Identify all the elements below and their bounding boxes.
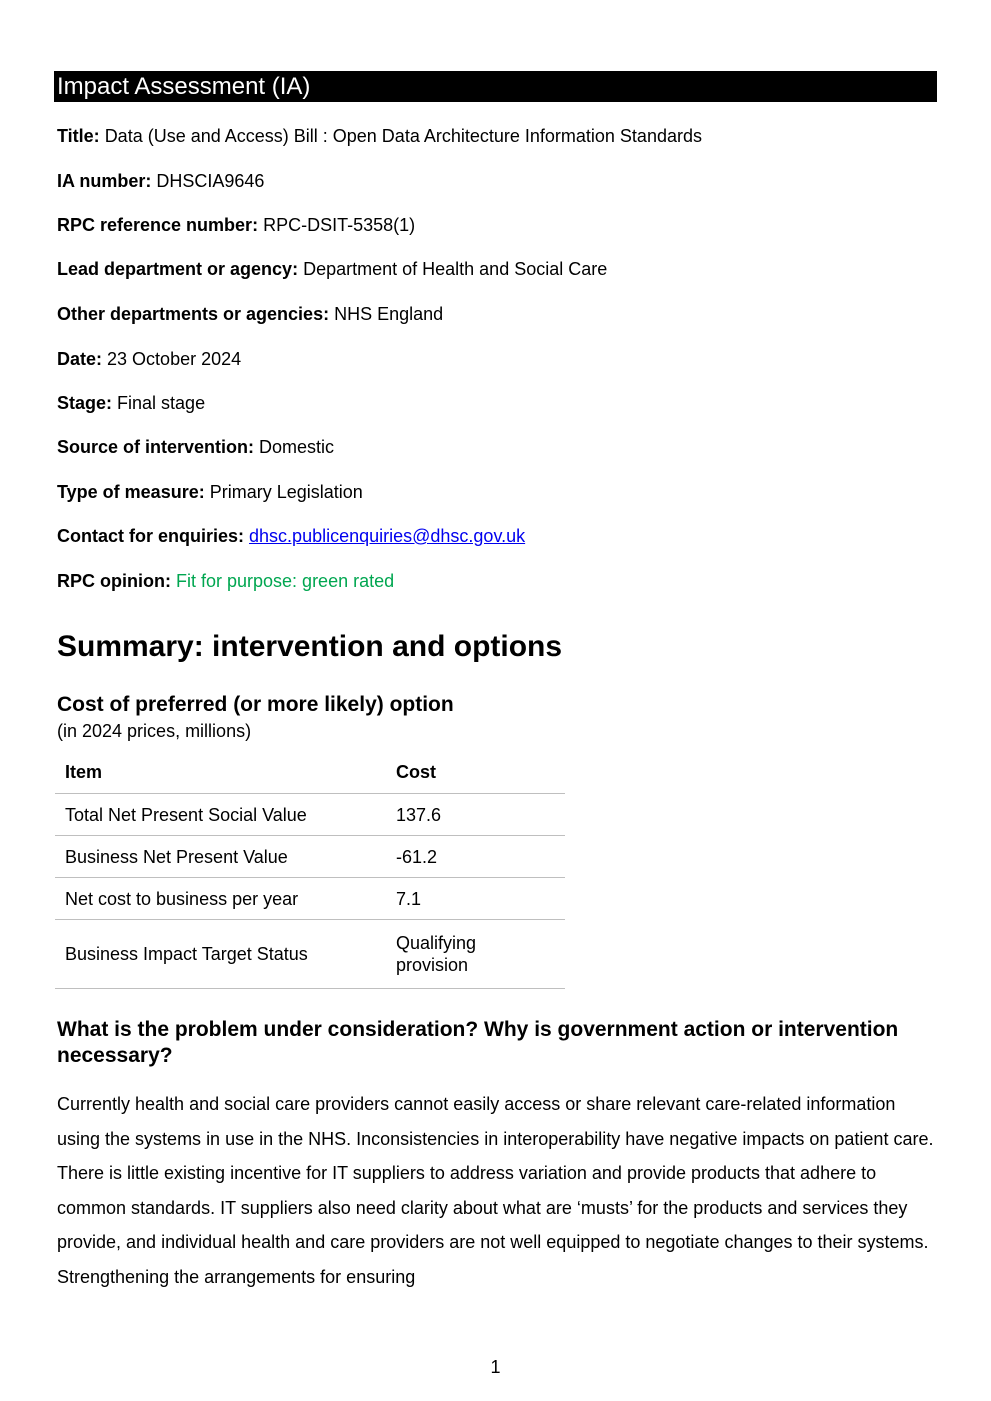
meta-rpc-opinion-value: Fit for purpose: green rated bbox=[176, 571, 395, 591]
summary-heading: Summary: intervention and options bbox=[57, 630, 563, 663]
meta-rpc-opinion-label: RPC opinion: bbox=[57, 571, 171, 591]
table-row bbox=[55, 878, 565, 920]
meta-lead-department bbox=[57, 258, 607, 280]
table-cell-cost: Qualifying provision bbox=[386, 920, 565, 989]
meta-rpc-opinion bbox=[57, 570, 394, 592]
meta-measure-type-label: Type of measure: bbox=[57, 482, 205, 502]
table-row bbox=[55, 836, 565, 878]
cost-table-header-cost: Cost bbox=[386, 751, 565, 794]
meta-source-value: Domestic bbox=[259, 437, 335, 457]
meta-ia-number-value: DHSCIA9646 bbox=[156, 171, 265, 191]
meta-title bbox=[57, 125, 702, 147]
meta-other-departments-value: NHS England bbox=[334, 304, 444, 324]
meta-measure-type-value: Primary Legislation bbox=[209, 482, 363, 502]
table-row bbox=[55, 794, 565, 836]
meta-other-departments bbox=[57, 303, 443, 325]
meta-rpc-reference-label: RPC reference number: bbox=[57, 215, 259, 235]
meta-contact-label: Contact for enquiries: bbox=[57, 526, 245, 546]
meta-ia-number bbox=[57, 170, 264, 192]
table-cell-item: Total Net Present Social Value bbox=[55, 794, 386, 836]
meta-contact bbox=[57, 525, 525, 547]
problem-heading: What is the problem under consideration? Why is government action or intervention necessary? bbox=[57, 1018, 899, 1067]
meta-date bbox=[57, 348, 241, 370]
meta-lead-department-value: Department of Health and Social Care bbox=[303, 259, 608, 279]
meta-ia-number-label: IA number: bbox=[57, 171, 152, 191]
cost-subheading: (in 2024 prices, millions) bbox=[57, 721, 252, 741]
cost-table-header-row bbox=[55, 751, 565, 794]
meta-other-departments-label: Other departments or agencies: bbox=[57, 304, 330, 324]
meta-title-value: Data (Use and Access) Bill : Open Data Architecture Information Standards bbox=[104, 126, 702, 146]
meta-stage bbox=[57, 392, 205, 414]
meta-source bbox=[57, 436, 334, 458]
table-cell-cost: -61.2 bbox=[386, 836, 565, 878]
table-cell-item: Business Net Present Value bbox=[55, 836, 386, 878]
meta-date-label: Date: bbox=[57, 349, 103, 369]
table-cell-item: Business Impact Target Status bbox=[55, 920, 386, 989]
meta-measure-type bbox=[57, 481, 363, 503]
meta-title-label: Title: bbox=[57, 126, 100, 146]
cost-table-header-item: Item bbox=[55, 751, 386, 794]
meta-stage-value: Final stage bbox=[117, 393, 206, 413]
meta-rpc-reference-value: RPC-DSIT-5358(1) bbox=[263, 215, 416, 235]
cost-heading: Cost of preferred (or more likely) option bbox=[57, 693, 454, 716]
meta-date-value: 23 October 2024 bbox=[107, 349, 242, 369]
contact-email-link[interactable]: dhsc.publicenquiries@dhsc.gov.uk bbox=[249, 526, 526, 546]
table-cell-item: Net cost to business per year bbox=[55, 878, 386, 920]
table-row bbox=[55, 920, 565, 989]
page-number: 1 bbox=[490, 1357, 501, 1377]
meta-rpc-reference bbox=[57, 214, 415, 236]
table-cell-cost: 137.6 bbox=[386, 794, 565, 836]
problem-body: Currently health and social care providers cannot easily access or share relevant care-related information using the systems in use in the NHS. Inconsistencies in interoperability have negative impacts on patient care. There is little existing incentive for IT suppliers to address variation and provide products that adhere to common standards. IT suppliers also need clarity about what are ‘musts’ for the products and services they provide, and individual health and care providers are not well equipped to negotiate changes to their systems. Strengthening the arrangements for ensuring bbox=[57, 1094, 934, 1287]
cost-table bbox=[55, 751, 565, 989]
meta-stage-label: Stage: bbox=[57, 393, 113, 413]
meta-lead-department-label: Lead department or agency: bbox=[57, 259, 299, 279]
meta-source-label: Source of intervention: bbox=[57, 437, 255, 457]
document-banner: Impact Assessment (IA) bbox=[54, 71, 937, 102]
table-cell-cost: 7.1 bbox=[386, 878, 565, 920]
